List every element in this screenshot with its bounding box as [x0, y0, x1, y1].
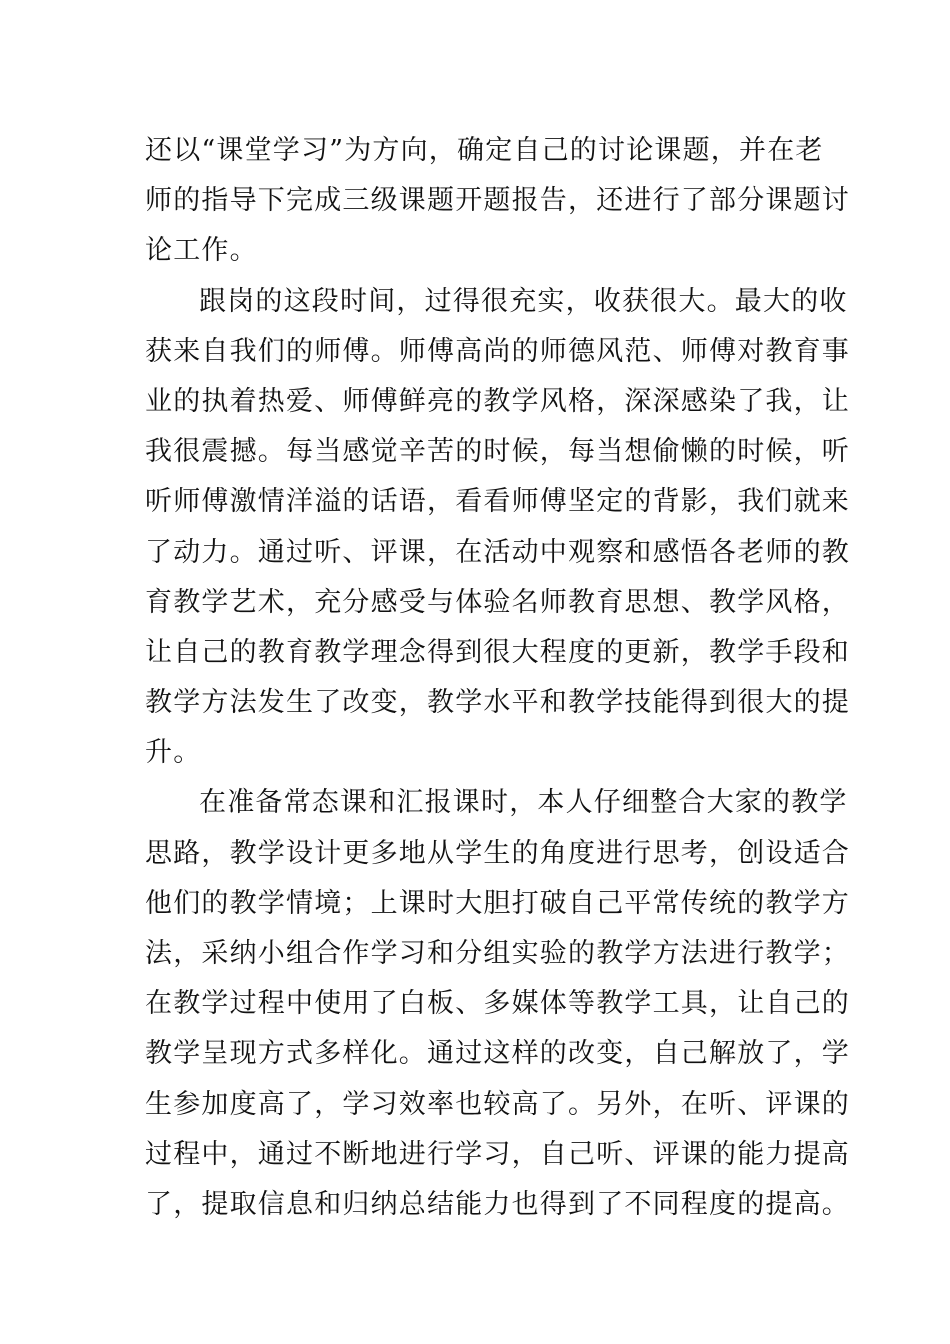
text-line: 过程中，通过不断地进行学习，自己听、评课的能力提高 — [145, 1138, 850, 1170]
text-line: 在教学过程中使用了白板、多媒体等教学工具，让自己的 — [145, 988, 850, 1020]
paragraph-1 — [145, 126, 850, 277]
text-line: 升。 — [145, 737, 202, 769]
text-line: 思路，教学设计更多地从学生的角度进行思考，创设适合 — [145, 837, 850, 869]
text-line: 还以“课堂学习”为方向，确定自己的讨论课题，并在老 — [145, 135, 824, 166]
text-line: 了，提取信息和归纳总结能力也得到了不同程度的提高。 — [145, 1188, 850, 1220]
text-line: 了动力。通过听、评课，在活动中观察和感悟各老师的教 — [145, 536, 850, 568]
text-line: 他们的教学情境；上课时大胆打破自己平常传统的教学方 — [145, 887, 850, 919]
text-line: 育教学艺术，充分感受与体验名师教育思想、教学风格， — [145, 586, 850, 618]
text-line: 听师傅激情洋溢的话语，看看师傅坚定的背影，我们就来 — [145, 486, 850, 518]
text-line: 让自己的教育教学理念得到很大程度的更新，教学手段和 — [145, 636, 850, 668]
text-line: 教学方法发生了改变，教学水平和教学技能得到很大的提 — [145, 687, 850, 719]
text-line: 我很震撼。每当感觉辛苦的时候，每当想偷懒的时候，听 — [145, 436, 850, 468]
paragraph-2 — [145, 277, 850, 779]
text-line: 跟岗的这段时间，过得很充实，收获很大。最大的收 — [199, 285, 848, 317]
text-line: 生参加度高了，学习效率也较高了。另外，在听、评课的 — [145, 1088, 850, 1120]
text-line: 教学呈现方式多样化。通过这样的改变，自己解放了，学 — [145, 1038, 850, 1070]
body-text — [145, 126, 850, 1230]
text-line: 获来自我们的师傅。师傅高尚的师德风范、师傅对教育事 — [145, 335, 850, 367]
text-line: 在准备常态课和汇报课时，本人仔细整合大家的教学 — [199, 787, 848, 819]
text-line: 法，采纳小组合作学习和分组实验的教学方法进行教学； — [145, 938, 850, 969]
text-line: 业的执着热爱、师傅鲜亮的教学风格，深深感染了我，让 — [145, 385, 850, 417]
text-line: 论工作。 — [145, 235, 258, 267]
text-line: 师的指导下完成三级课题开题报告，还进行了部分课题讨 — [145, 185, 850, 217]
paragraph-3 — [145, 778, 850, 1230]
